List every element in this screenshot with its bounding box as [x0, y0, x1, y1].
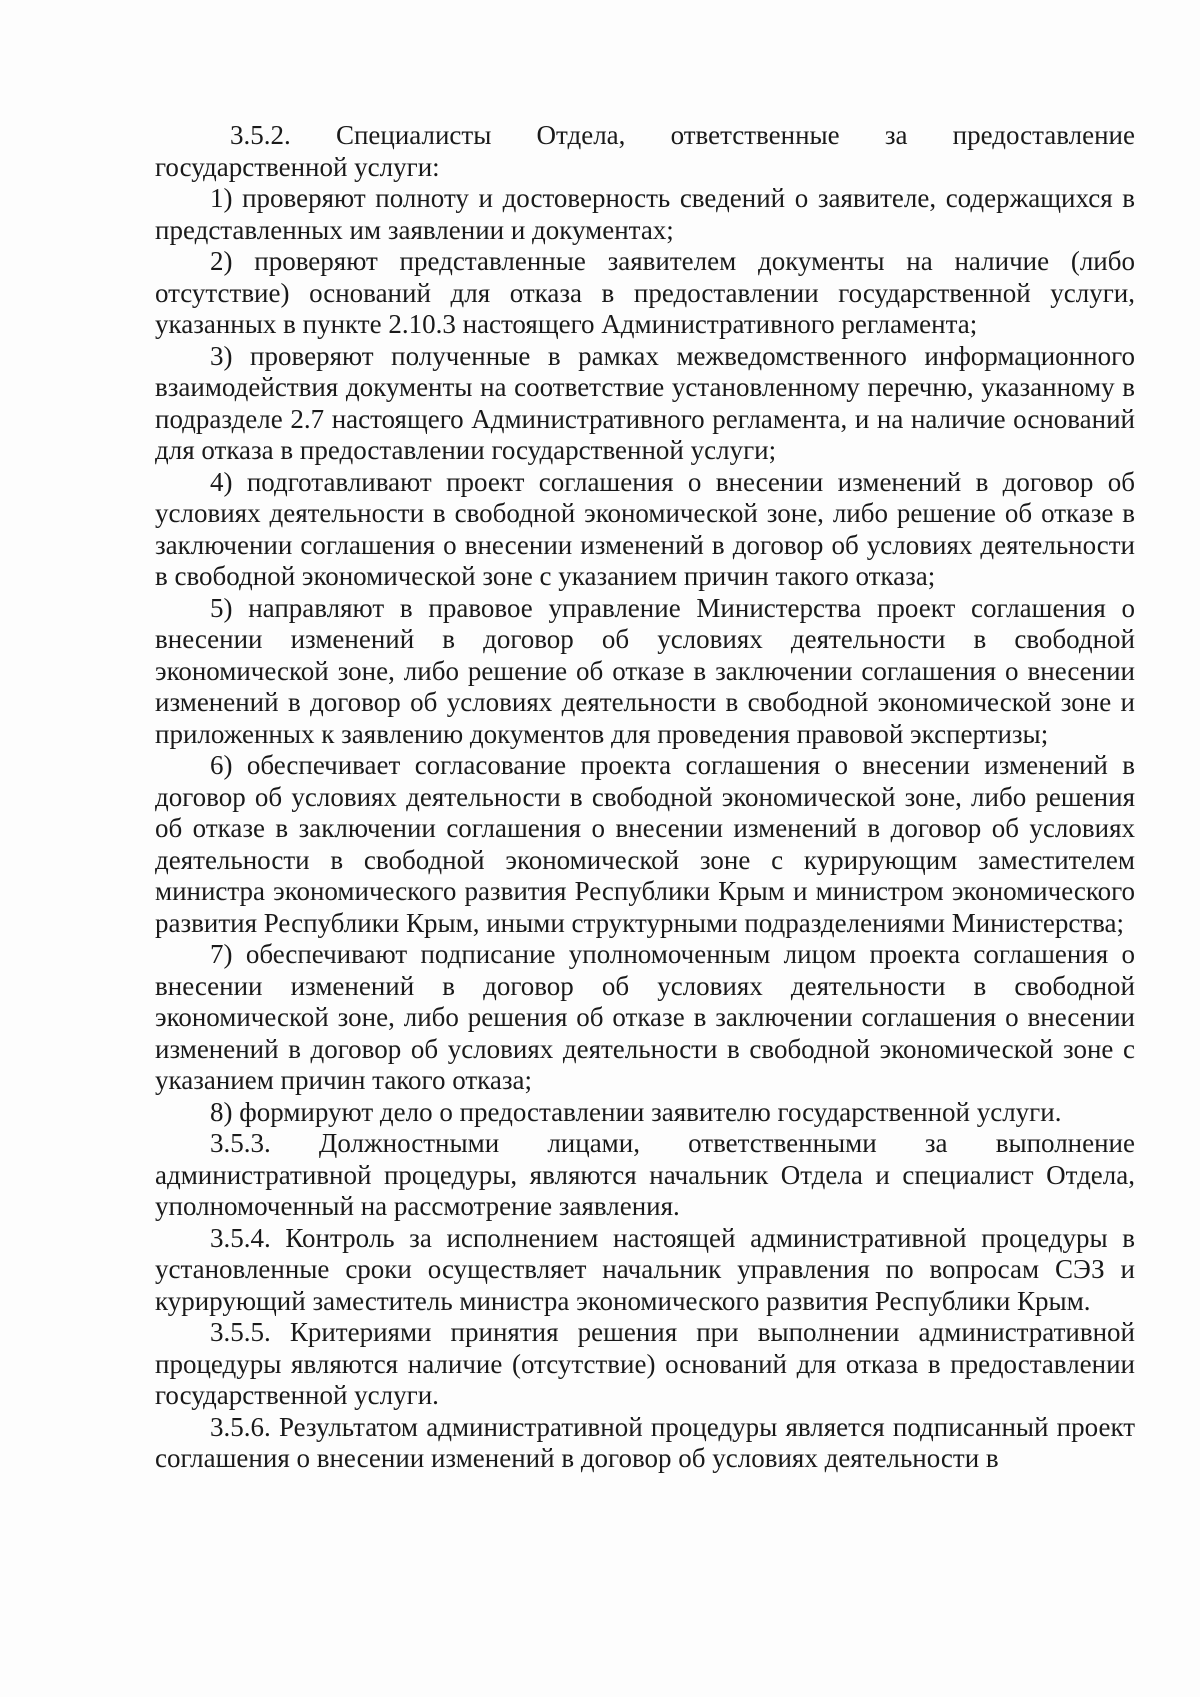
paragraph-3-5-3: 3.5.3. Должностными лицами, ответственными за выполнение административной процедуры, являются начальник Отдела и специалист Отдела, уполномоченный на рассмотрение заявления. — [155, 1128, 1135, 1221]
paragraph-item-5: 5) направляют в правовое управление Министерства проект соглашения о внесении изменений в договор об условиях деятельности в свободной экономической зоне, либо решение об отказе в заключении соглашения о внесении изменений в договор об условиях деятельности в свободной экономической зоне и приложенных к заявлению документов для проведения правовой экспертизы; — [155, 592, 1135, 749]
paragraph-item-8: 8) формируют дело о предоставлении заявителю государственной услуги. — [210, 1096, 1062, 1127]
paragraph-item-1: 1) проверяют полноту и достоверность сведений о заявителе, содержащихся в представленных им заявлении и документах; — [155, 183, 1135, 245]
paragraph-3-5-2: 3.5.2. Специалисты Отдела, ответственные за предоставление государственной услуги: — [155, 120, 1135, 182]
paragraph-3-5-5: 3.5.5. Критериями принятия решения при выполнении административной процедуры являются наличие (отсутствие) оснований для отказа в предоставлении государственной услуги. — [155, 1317, 1135, 1410]
paragraph-item-2: 2) проверяют представленные заявителем документы на наличие (либо отсутствие) оснований для отказа в предоставлении государственной услуги, указанных в пункте 2.10.3 настоящего Административного регламента; — [155, 246, 1135, 339]
document-body — [155, 120, 1135, 1475]
paragraph-3-5-4: 3.5.4. Контроль за исполнением настоящей административной процедуры в установленные сроки осуществляет начальник управления по вопросам СЭЗ и курирующий заместитель министра экономического развития Республики Крым. — [155, 1222, 1135, 1316]
paragraph-item-6: 6) обеспечивает согласование проекта соглашения о внесении изменений в договор об условиях деятельности в свободной экономической зоне, либо решения об отказе в заключении соглашения о внесении изменений в договор об условиях деятельности в свободной экономической зоне с курирующим заместителем министра экономического развития Республики Крым и министром экономического развития Республики Крым, иными структурными подразделениями Министерства; — [155, 750, 1135, 938]
paragraph-item-3: 3) проверяют полученные в рамках межведомственного информационного взаимодействия документы на соответствие установленному перечню, указанному в подразделе 2.7 настоящего Административного регламента, и на наличие оснований для отказа в предоставлении государственной услуги; — [155, 340, 1135, 465]
paragraph-3-5-6: 3.5.6. Результатом административной процедуры является подписанный проект соглашения о внесении изменений в договор об условиях деятельности в — [155, 1411, 1135, 1473]
paragraph-item-7: 7) обеспечивают подписание уполномоченным лицом проекта соглашения о внесении изменений в договор об условиях деятельности в свободной экономической зоне, либо решения об отказе в заключении соглашения о внесении изменений в договор об условиях деятельности в свободной экономической зоне с указанием причин такого отказа; — [155, 939, 1135, 1095]
paragraph-item-4: 4) подготавливают проект соглашения о внесении изменений в договор об условиях деятельности в свободной экономической зоне, либо решение об отказе в заключении соглашения о внесении изменений в договор об условиях деятельности в свободной экономической зоне с указанием причин такого отказа; — [155, 466, 1135, 591]
